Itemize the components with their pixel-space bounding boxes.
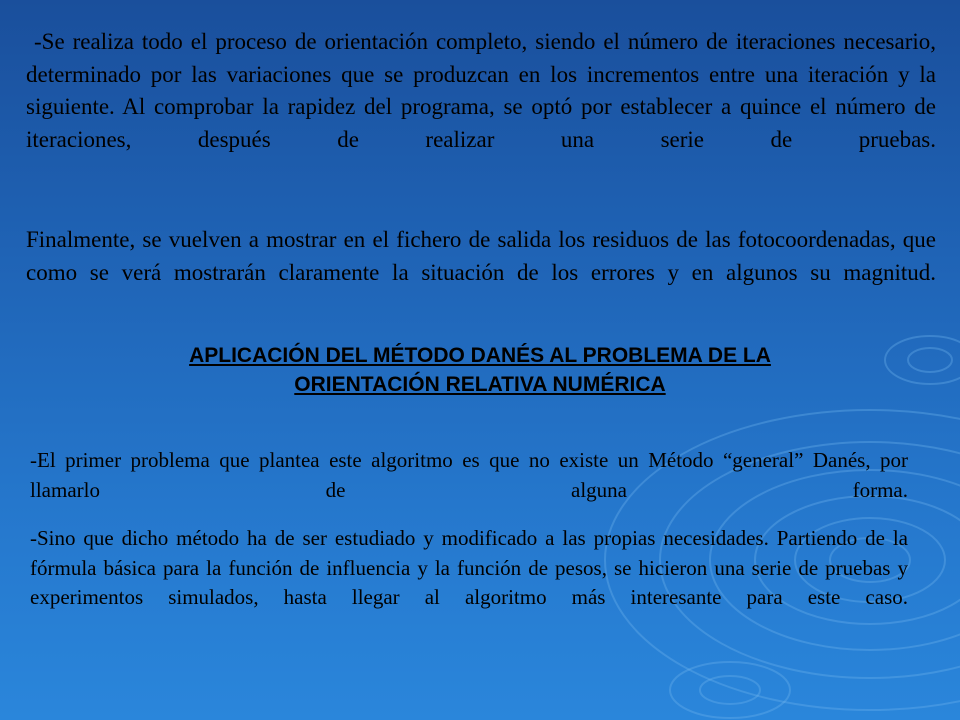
paragraph-method-adaptation: -Sino que dicho método ha de ser estudiado y modificado a las propias necesidades. Partiendo de la fórmula básica para la función de influencia y la función de pesos, se hicieron una serie de pruebas y experimentos simulados, hasta llegar al algoritmo más interesante para este caso. — [30, 526, 908, 609]
section-heading-line-1: APLICACIÓN DEL MÉTODO DANÉS AL PROBLEMA DE LA — [189, 344, 771, 367]
section-heading-line-2: ORIENTACIÓN RELATIVA NUMÉRICA — [294, 373, 666, 396]
paragraph-residuals-output: Finalmente, se vuelven a mostrar en el fichero de salida los residuos de las fotocoordenadas, que como se verá mostrarán claramente la situación de los errores y en algunos su magnitud. — [26, 227, 936, 285]
paragraph-orientation-process: -Se realiza todo el proceso de orientación completo, siendo el número de iteraciones necesario, determinado por las variaciones que se produzcan en los incrementos entre una iteración y la siguiente. Al comprobar la rapidez del programa, se optó por establecer a quince el número de iteraciones, después de realizar una serie de pruebas. — [26, 29, 936, 152]
section-heading — [60, 341, 900, 399]
paragraph-first-problem: -El primer problema que plantea este algoritmo es que no existe un Método “general” Danés, por llamarlo de alguna forma. — [30, 448, 908, 502]
